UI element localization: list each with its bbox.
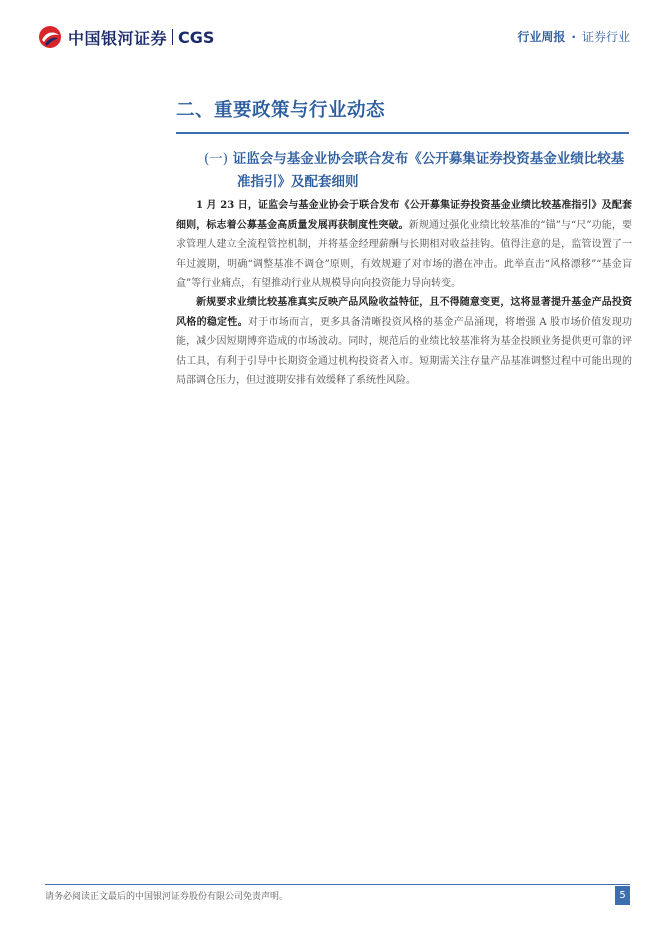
subsection-title [204, 148, 632, 194]
paragraph-lead: 新规要求业绩比较基准真实反映产品风险收益特征，且不得随意变更，这将显著提升基金产品投资风格的稳定性。 [176, 297, 632, 328]
body-paragraph [176, 293, 632, 391]
paragraph-body: 新规通过强化业绩比较基准的“锚”与“尺”功能，要求管理人建立全流程管控机制，并将基金经理薪酬与长期相对收益挂钩。值得注意的是，监管设置了一年过渡期，明确“调整基准不调仓”原则，有效规避了对市场的潜在冲击。此举直击“风格漂移”“基金盲盒”等行业痛点，有望推动行业从规模导向向投资能力导向转变。 [176, 219, 633, 290]
footer-divider [45, 884, 630, 885]
subsection-title-line1: 证监会与基金业协会联合发布《公开募集证券投资基金业绩比较基 [232, 151, 625, 167]
company-logo [38, 24, 214, 50]
header-separator: · [571, 30, 576, 44]
report-type: 行业周报 [517, 30, 566, 44]
logo-divider [172, 29, 173, 45]
logo-text-cn: 中国银河证券 [68, 28, 168, 48]
section-divider [176, 132, 629, 134]
galaxy-logo-icon [38, 25, 62, 49]
body-paragraph [176, 196, 632, 294]
page-number: 5 [615, 886, 630, 905]
subsection-number: (一) [204, 151, 229, 167]
logo-text-en: CGS [178, 27, 215, 47]
subsection-title-line2: 准指引》及配套细则 [237, 174, 359, 190]
section-title: 二、重要政策与行业动态 [176, 100, 386, 121]
footer-disclaimer: 请务必阅读正文最后的中国银河证券股份有限公司免责声明。 [45, 892, 289, 902]
paragraph-body: 对于市场而言，更多具备清晰投资风格的基金产品涌现，将增强 A 股市场价值发现功能，减少因短期博弈造成的市场波动。同时，规范后的业绩比较基准将为基金投顾业务提供更可靠的评估工具，有利于引导中长期资金通过机构投资者入市。短期需关注存量产品基准调整过程中可能出现的局部调仓压力，但过渡期安排有效缓释了系统性风险。 [176, 316, 632, 387]
report-sector: 证券行业 [581, 30, 630, 44]
paragraph-lead: 1 月 23 日，证监会与基金业协会于联合发布《公开募集证券投资基金业绩比较基准指引》及配套细则，标志着公募基金高质量发展再获制度性突破。 [176, 200, 632, 231]
report-category [517, 28, 630, 45]
